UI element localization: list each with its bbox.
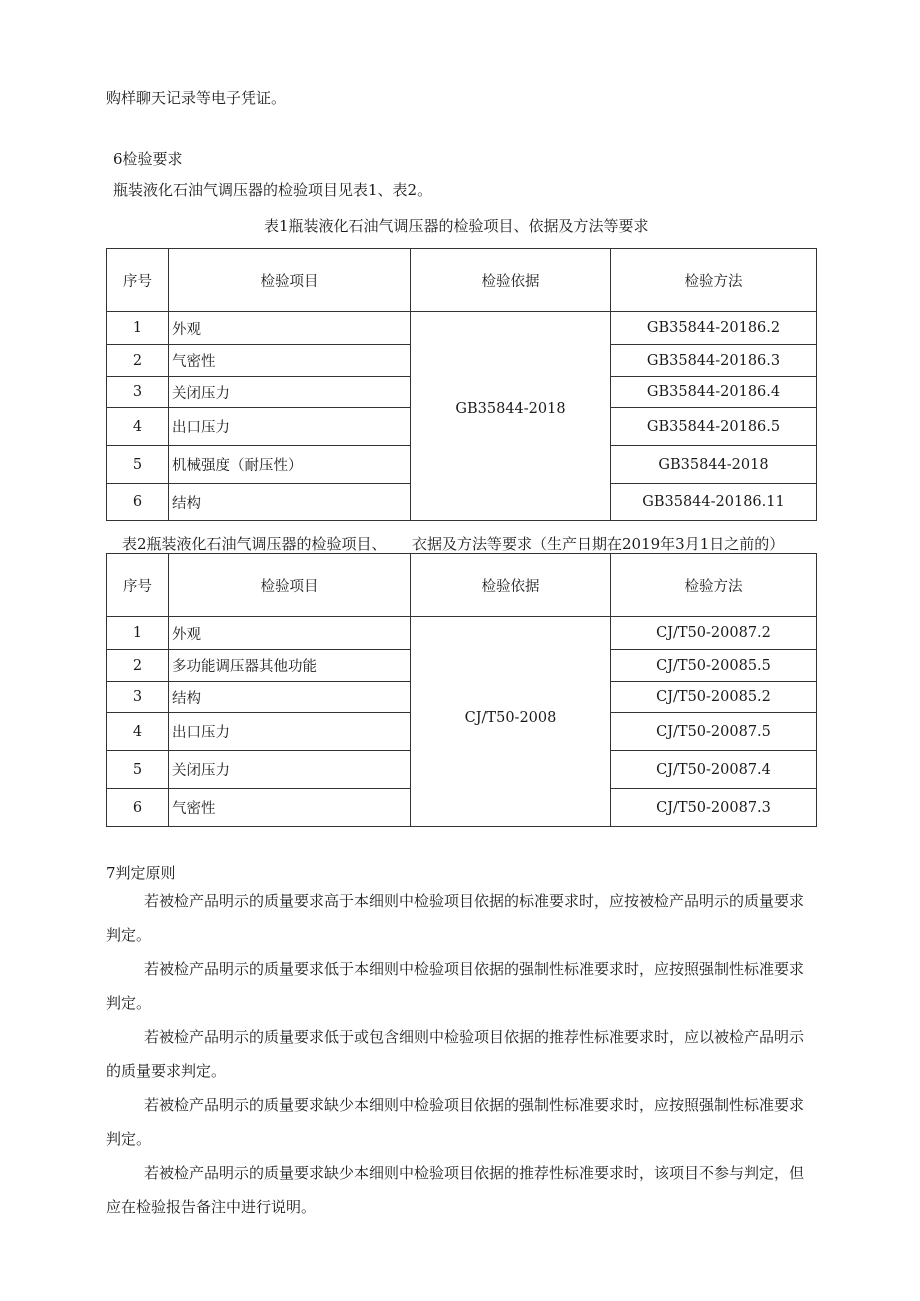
table-2-header-row (107, 554, 817, 617)
paragraph-3-text: 若被检产品明示的质量要求低于或包含细则中检验项目依据的推荐性标准要求时，应以被检产品明示的质量要求判定。 (106, 1028, 805, 1080)
table-1 (106, 248, 817, 521)
row-item: 外观 (169, 312, 411, 345)
table-2 (106, 553, 817, 827)
header-basis: 检验依据 (411, 554, 611, 617)
paragraph-2-text: 若被检产品明示的质量要求低于本细则中检验项目依据的强制性标准要求时，应按照强制性标准要求判定。 (106, 960, 805, 1012)
paragraph-5-text: 若被检产品明示的质量要求缺少本细则中检验项目依据的推荐性标准要求时，该项目不参与判定，但应在检验报告备注中进行说明。 (106, 1164, 805, 1216)
header-method: 检验方法 (611, 554, 817, 617)
row-item: 机械强度（耐压性） (169, 446, 411, 484)
header-method: 检验方法 (611, 249, 817, 312)
row-no: 1 (107, 617, 169, 650)
row-method: CJ/T50-20087.4 (611, 751, 817, 789)
section-6-heading: 6检验要求 (113, 150, 183, 168)
intro-line: 购样聊天记录等电子凭证。 (106, 89, 287, 107)
row-item: 外观 (169, 617, 411, 650)
section-7-heading: 7判定原则 (106, 864, 176, 882)
row-no: 5 (107, 751, 169, 789)
paragraph-1 (106, 884, 818, 952)
basis-merged-cell: GB35844-2018 (411, 312, 611, 521)
row-method: GB35844-20186.2 (611, 312, 817, 345)
row-no: 6 (107, 789, 169, 827)
header-no: 序号 (107, 554, 169, 617)
paragraph-3 (106, 1020, 818, 1088)
row-item: 结构 (169, 682, 411, 713)
header-item: 检验项目 (169, 249, 411, 312)
row-no: 2 (107, 650, 169, 682)
row-method: GB35844-20186.3 (611, 345, 817, 377)
row-method: GB35844-20186.4 (611, 377, 817, 408)
table-row (107, 617, 817, 650)
table-1-caption: 表1瓶装液化石油气调压器的检验项目、依据及方法等要求 (264, 217, 649, 235)
section-6-intro: 瓶装液化石油气调压器的检验项目见表1、表2。 (113, 181, 433, 199)
paragraph-1-text: 若被检产品明示的质量要求高于本细则中检验项目依据的标准要求时，应按被检产品明示的质量要求判定。 (106, 892, 805, 944)
row-no: 6 (107, 484, 169, 521)
table-2-caption-part1: 表2瓶装液化石油气调压器的检验项目、 (122, 535, 387, 553)
paragraph-2 (106, 952, 818, 1020)
row-no: 2 (107, 345, 169, 377)
row-method: GB35844-2018 (611, 446, 817, 484)
row-no: 4 (107, 713, 169, 751)
row-method: CJ/T50-20085.5 (611, 650, 817, 682)
row-no: 5 (107, 446, 169, 484)
row-item: 结构 (169, 484, 411, 521)
header-item: 检验项目 (169, 554, 411, 617)
row-item: 气密性 (169, 789, 411, 827)
row-item: 气密性 (169, 345, 411, 377)
row-method: GB35844-20186.11 (611, 484, 817, 521)
table-2-caption-part2: 衣据及方法等要求（生产日期在2019年3月1日之前的） (412, 535, 785, 553)
table-row (107, 312, 817, 345)
row-no: 3 (107, 377, 169, 408)
row-no: 3 (107, 682, 169, 713)
row-no: 4 (107, 408, 169, 446)
row-no: 1 (107, 312, 169, 345)
header-no: 序号 (107, 249, 169, 312)
table-1-header-row (107, 249, 817, 312)
header-basis: 检验依据 (411, 249, 611, 312)
row-item: 出口压力 (169, 713, 411, 751)
paragraph-5 (106, 1156, 818, 1224)
basis-merged-cell: CJ/T50-2008 (411, 617, 611, 827)
row-method: CJ/T50-20087.5 (611, 713, 817, 751)
row-method: CJ/T50-20087.2 (611, 617, 817, 650)
row-method: CJ/T50-20087.3 (611, 789, 817, 827)
row-method: CJ/T50-20085.2 (611, 682, 817, 713)
paragraph-4 (106, 1088, 818, 1156)
row-item: 关闭压力 (169, 377, 411, 408)
row-method: GB35844-20186.5 (611, 408, 817, 446)
row-item: 多功能调压器其他功能 (169, 650, 411, 682)
paragraph-4-text: 若被检产品明示的质量要求缺少本细则中检验项目依据的强制性标准要求时，应按照强制性标准要求判定。 (106, 1096, 805, 1148)
row-item: 出口压力 (169, 408, 411, 446)
row-item: 关闭压力 (169, 751, 411, 789)
